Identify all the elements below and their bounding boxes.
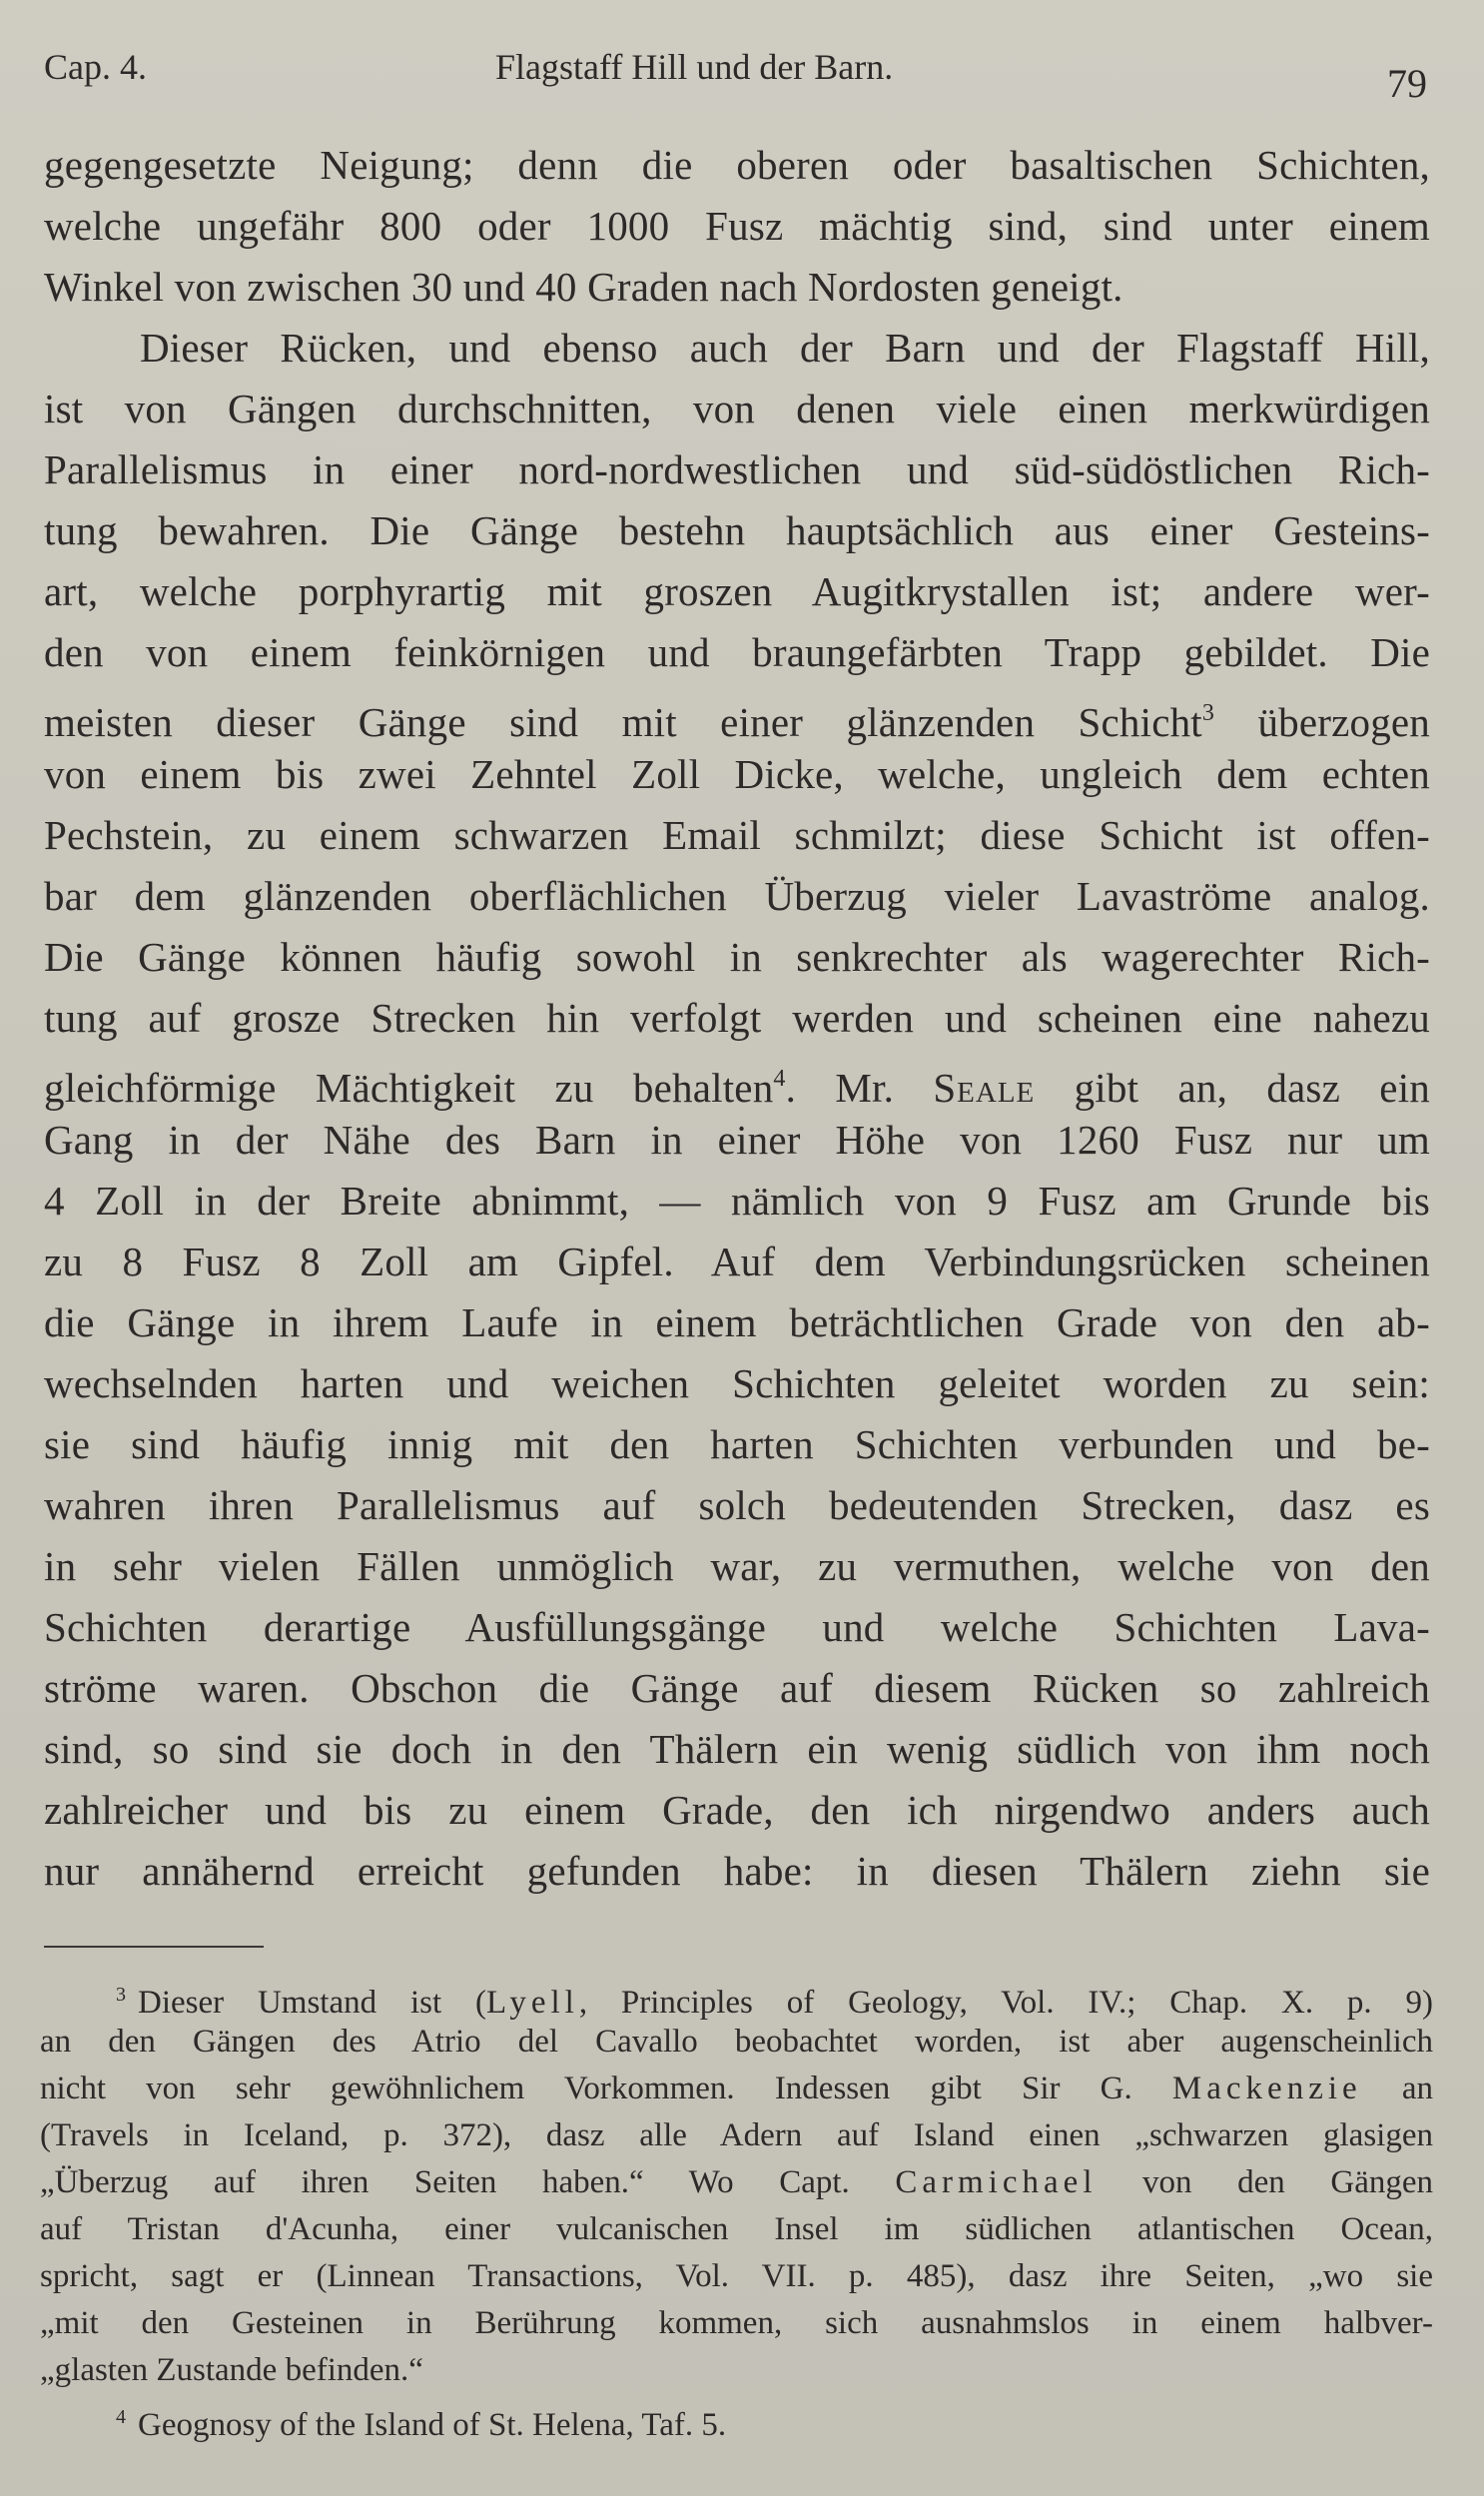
text-line: nur annähernd erreicht gefunden habe: in diesen Thälern ziehn sie bbox=[44, 1848, 1430, 1894]
text-line: Schichten derartige Ausfüllungsgänge und welche Schichten Lava- bbox=[44, 1604, 1430, 1650]
text-line: tung bewahren. Die Gänge bestehn hauptsächlich aus einer Gesteins- bbox=[44, 507, 1430, 553]
text-line: zu 8 Fusz 8 Zoll am Gipfel. Auf dem Verbindungsrücken scheinen bbox=[44, 1239, 1430, 1284]
footnote-3-line bbox=[40, 2159, 1433, 2206]
text-line: Gang in der Nähe des Barn in einer Höhe von 1260 Fusz nur um bbox=[44, 1117, 1430, 1163]
page-number: 79 bbox=[1387, 61, 1427, 106]
text-line: von einem bis zwei Zehntel Zoll Dicke, welche, ungleich dem echten bbox=[44, 751, 1430, 797]
text-line: wechselnden harten und weichen Schichten geleitet worden zu sein: bbox=[44, 1360, 1430, 1406]
author-name: Seale bbox=[933, 1065, 1036, 1111]
text-line: sie sind häufig innig mit den harten Schichten verbunden und be- bbox=[44, 1421, 1430, 1467]
text-line bbox=[44, 683, 1430, 744]
footnote-ref-3[interactable]: 3 bbox=[1201, 700, 1215, 726]
footnote-3-line bbox=[40, 2066, 1433, 2112]
text-line: Pechstein, zu einem schwarzen Email schmilzt; diese Schicht ist offen- bbox=[44, 812, 1430, 858]
footnote-marker-4: 4 bbox=[116, 2406, 126, 2428]
text-line: den von einem feinkörnigen und braungefärbten Trapp gebildet. Die bbox=[44, 629, 1430, 675]
text-segment: Geognosy of the Island of St. Helena, Taf. 5. bbox=[138, 2407, 727, 2443]
footnote-3-line bbox=[40, 1972, 1433, 2019]
text-line: 4 Zoll in der Breite abnimmt, — nämlich von 9 Fusz am Grunde bis bbox=[44, 1178, 1430, 1224]
footnote-3-line: (Travels in Iceland, p. 372), dasz alle Adern auf Island einen „schwarzen glasigen bbox=[40, 2117, 1433, 2153]
text-line: Parallelismus in einer nord-nordwestlichen und süd-südöstlichen Rich- bbox=[44, 446, 1430, 492]
text-segment: „Überzug auf ihren Seiten haben.“ Wo Capt. bbox=[40, 2164, 896, 2200]
text-line: ströme waren. Obschon die Gänge auf diesem Rücken so zahlreich bbox=[44, 1665, 1430, 1711]
text-line: tung auf grosze Strecken hin verfolgt werden und scheinen eine nahezu bbox=[44, 995, 1430, 1041]
text-segment: an bbox=[1361, 2071, 1433, 2106]
text-line: die Gänge in ihrem Laufe in einem beträchtlichen Grade von den ab- bbox=[44, 1299, 1430, 1345]
text-line: Winkel von zwischen 30 und 40 Graden nach Nordosten geneigt. bbox=[44, 264, 1123, 310]
text-line: art, welche porphyrartig mit groszen Augitkrystallen ist; andere wer- bbox=[44, 568, 1430, 614]
text-line: in sehr vielen Fällen unmöglich war, zu vermuthen, welche von den bbox=[44, 1543, 1430, 1589]
footnote-ref-4[interactable]: 4 bbox=[773, 1066, 786, 1092]
text-line: zahlreicher und bis zu einem Grade, den ich nirgendwo anders auch bbox=[44, 1787, 1430, 1833]
footnotes bbox=[40, 1972, 1433, 2441]
text-segment: von den Gängen bbox=[1097, 2164, 1433, 2200]
text-segment: gibt an, dasz ein bbox=[1035, 1065, 1430, 1111]
text-segment: nicht von sehr gewöhnlichem Vorkommen. Indessen gibt Sir G. bbox=[40, 2071, 1172, 2106]
text-line: sind, so sind sie doch in den Thälern ein wenig südlich von ihm noch bbox=[44, 1726, 1430, 1772]
running-header bbox=[44, 38, 1427, 108]
footnote-3-line: spricht, sagt er (Linnean Transactions, Vol. VII. p. 485), dasz ihre Seiten, „wo sie bbox=[40, 2258, 1433, 2294]
footnote-3-line: auf Tristan d'Acunha, einer vulcanischen Insel im südlichen atlantischen Ocean, bbox=[40, 2211, 1433, 2247]
footnote-4-line bbox=[40, 2394, 1433, 2441]
author-name: Carmichael bbox=[895, 2164, 1098, 2200]
running-title: Flagstaff Hill und der Barn. bbox=[495, 47, 894, 87]
text-line: bar dem glänzenden oberflächlichen Überzug vieler Lavaströme analog. bbox=[44, 873, 1430, 919]
footnote-3-line: an den Gängen des Atrio del Cavallo beobachtet worden, ist aber augenscheinlich bbox=[40, 2024, 1433, 2060]
chapter-label: Cap. 4. bbox=[44, 47, 147, 87]
footnote-marker-3: 3 bbox=[116, 1984, 126, 2006]
text-line: Dieser Rücken, und ebenso auch der Barn und der Flagstaff Hill, bbox=[140, 325, 1430, 371]
text-segment: Dieser Umstand ist ( bbox=[138, 1985, 486, 2021]
text-line: ist von Gängen durchschnitten, von denen viele einen merkwürdigen bbox=[44, 386, 1430, 431]
text-segment: , Principles of Geology, Vol. IV.; Chap. X. p. 9) bbox=[578, 1985, 1433, 2021]
text-segment: überzogen bbox=[1214, 699, 1430, 745]
main-text bbox=[44, 135, 1430, 1902]
text-line: gegengesetzte Neigung; denn die oberen oder basaltischen Schichten, bbox=[44, 142, 1430, 188]
footnote-3-line: „glasten Zustande befinden.“ bbox=[40, 2352, 423, 2388]
text-line: wahren ihren Parallelismus auf solch bedeutenden Strecken, dasz es bbox=[44, 1482, 1430, 1528]
text-segment: gleichförmige Mächtigkeit zu behalten bbox=[44, 1065, 774, 1111]
author-name: Lyell bbox=[485, 1985, 579, 2021]
author-name: Mackenzie bbox=[1171, 2071, 1362, 2106]
text-line: welche ungefähr 800 oder 1000 Fusz mächtig sind, sind unter einem bbox=[44, 203, 1430, 249]
text-segment: . Mr. bbox=[785, 1065, 934, 1111]
footnote-divider bbox=[44, 1946, 264, 1948]
footnote-3-line: „mit den Gesteinen in Berührung kommen, sich ausnahmslos in einem halbver- bbox=[40, 2305, 1433, 2341]
text-line: Die Gänge können häufig sowohl in senkrechter als wagerechter Rich- bbox=[44, 934, 1430, 980]
text-line bbox=[44, 1049, 1430, 1110]
text-segment: meisten dieser Gänge sind mit einer glänzenden Schicht bbox=[44, 699, 1202, 745]
